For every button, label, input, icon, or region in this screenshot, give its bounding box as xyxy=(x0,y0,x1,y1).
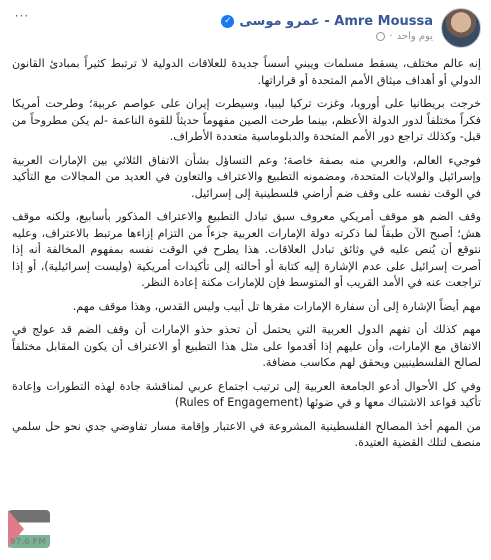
meta-separator: · xyxy=(389,31,393,42)
post-paragraph: خرجت بريطانيا على أوروبا، وغزت تركيا ليبيا، وسيطرت إيران على عواصم عربية؛ وطرحت أمريكا فكراً مختلفاً لدور الدولة الأعظم، بينما طرحت الصين مفهوماً حديثاً للقوة الناعمة -لم يكن مطروحاً من قبل- وكذلك تراجع دور الأمم المتحدة والدبلوماسية متعددة الأطراف. xyxy=(12,97,481,143)
post-paragraph: وقف الضم هو موقف أمريكي معروف سبق تبادل التطبيع والاعتراف المذكور بأسابيع، ولكنه موقف هش؛ أصبح الآن طبقاً لما ذكرته دولة الإمارات العربية جزءاً من التزام إزاءها مرتبط بالاعتراف، وعليه نتوقع أن يُنص عليه في وثائق تبادل العلاقات. هذا يطرح في الوقت نفسه بمفهوم المخالفة أنه إذا أصرت إسرائيل على عدم الإشارة إليه كتابة أو أحالته إلى تأكيدات أمريكية (وليست إسرائيلية)، أو إذا تراجعت عنه في الأمد القريب أو المتوسط فإن للإمارات مكنة إعادة النظر. xyxy=(12,210,481,289)
post-paragraph: مهم كذلك أن تفهم الدول العربية التي يحتمل أن تحذو حذو الإمارات أن وقف الضم قد عولج في الاتفاق مع الإمارات، وأن عليهم إذا أقدموا على مثل هذا التطبيع أو الاعتراف أن يكون المقابل مختلفاً لصالح الفلسطينيين ويحقق لهم مكاسب مضافة. xyxy=(12,323,481,369)
post-paragraph: مهم أيضاً الإشارة إلى أن سفارة الإمارات مقرها تل أبيب وليس القدس، وهذا موقف مهم. xyxy=(72,299,481,313)
watermark-text: 97.6 FM xyxy=(10,537,46,546)
post-paragraph: فوجيء العالم، والعربي منه بصفة خاصة؛ وعم التساؤل بشأن الاتفاق الثلاثي بين الإمارات العربية وإسرائيل والولايات المتحدة، ومضمونه التطبيع والاعتراف والتعاون في العديد من المجالات مع التأكيد في الوقت نفسه على وقف ضم أراضي فلسطينية إلى إسرائيل. xyxy=(12,153,481,200)
author-name[interactable]: Amre Moussa - عمرو موسى xyxy=(239,14,433,29)
more-options-icon[interactable]: ··· xyxy=(14,9,30,23)
post-meta xyxy=(221,14,433,42)
post-paragraph: من المهم أخذ المصالح الفلسطينية المشروعة في الاعتبار وإقامة مسار تفاوضي جدي نحو حل سلمي منصف لتلك القضية العتيدة. xyxy=(12,419,481,449)
avatar[interactable] xyxy=(441,8,481,48)
post-time[interactable]: يوم واحد xyxy=(396,31,433,42)
globe-icon xyxy=(376,32,385,41)
radio-logo-watermark xyxy=(8,510,50,548)
post-paragraph: وفي كل الأحوال أدعو الجامعة العربية إلى ترتيب اجتماع عربي لمناقشة جادة لهذه التطورات وإعادة تأكيد قواعد الاشتباك معها و في ضوئها (Rules of Engagement) xyxy=(12,379,481,409)
post-header xyxy=(12,6,481,50)
verified-badge-icon: ✓ xyxy=(221,15,234,28)
post-body xyxy=(12,56,481,452)
timestamp-row xyxy=(221,31,433,42)
post-paragraph: إنه عالم مختلف، يسقط مسلمات ويبني أسساً جديدة للعلاقات الدولية لا ترتبط كثيراً بمبادئ القانون الدولي أو أهداف ميثاق الأمم المتحدة أو قراراتها. xyxy=(12,57,481,87)
author-row xyxy=(221,14,433,29)
